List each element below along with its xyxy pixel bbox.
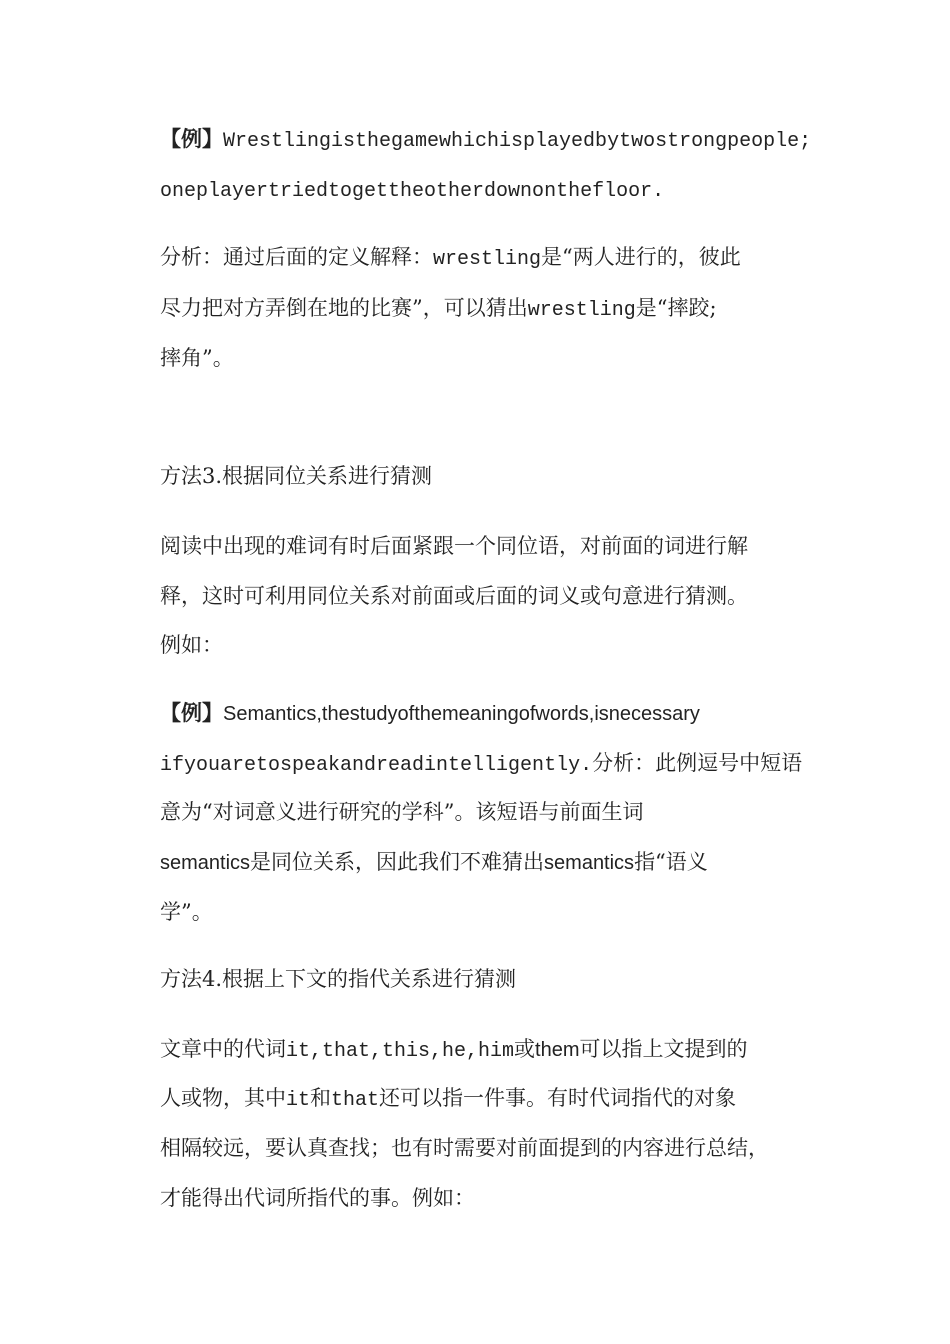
method-3-line-1: 阅读中出现的难词有时后面紧跟一个同位语，对前面的词进行解: [160, 534, 748, 558]
pronoun-it: it: [286, 1089, 311, 1112]
example-1-text-2: oneplayertriedtogettheotherdownonthefloor.: [160, 180, 665, 203]
method-4-heading: 方法4.根据上下文的指代关系进行猜测: [160, 967, 517, 991]
method-4-text: 文章中的代词: [160, 1037, 286, 1061]
example-marker: 【例】: [160, 701, 223, 725]
example-2-text-2: ifyouaretospeakandreadintelligently.: [160, 754, 593, 777]
term-semantics: semantics: [544, 852, 635, 874]
example-2-line-5: 学”。: [160, 900, 213, 924]
analysis-1-text: 是“摔跤;: [635, 296, 717, 320]
method-3-line-2: 释，这时可利用同位关系对前面或后面的词义或句意进行猜测。: [160, 584, 748, 608]
example-1-line-2: [160, 174, 664, 207]
method-4-text: 或: [514, 1037, 536, 1061]
example-2-text-1: Semantics,thestudyofthemeaningofwords,isnecessary: [223, 703, 700, 725]
pronoun-list: it,that,this,he,him: [286, 1040, 515, 1063]
method-3-line-3: 例如：: [160, 633, 223, 657]
method-4-text: 还可以指一件事。有时代词指代的对象: [379, 1086, 737, 1110]
term-semantics: semantics: [160, 852, 251, 874]
analysis-1-line-1: [160, 242, 741, 275]
method-4-line-4: 才能得出代词所指代的事。例如：: [160, 1186, 475, 1210]
analysis-1-text: 尽力把对方弄倒在地的比赛”，可以猜出: [160, 296, 528, 320]
method-4-text: 可以指上文提到的: [579, 1037, 748, 1061]
example-2-line-1: [160, 698, 700, 729]
term-wrestling: wrestling: [433, 248, 542, 271]
example-2-line-3: 意为“对词意义进行研究的学科”。该短语与前面生词: [160, 800, 644, 824]
example-2-line-2: [160, 748, 802, 781]
example-1-text-1: Wrestlingisthegamewhichisplayedbytwostrongpeople;: [223, 130, 812, 153]
method-4-text: 人或物，其中: [160, 1086, 286, 1110]
analysis-1-line-2: [160, 293, 717, 326]
analysis-2-text: 是同位关系，因此我们不难猜出: [250, 850, 545, 874]
pronoun-that: that: [331, 1089, 380, 1112]
method-4-text: 和: [310, 1086, 332, 1110]
term-wrestling: wrestling: [527, 299, 636, 322]
example-2-line-4: [160, 847, 708, 878]
analysis-1-line-3: [160, 343, 234, 373]
analysis-2-text: 指“语义: [634, 850, 708, 874]
analysis-2-text: 分析：此例逗号中短语: [592, 751, 803, 775]
pronoun-them: them: [535, 1039, 580, 1061]
method-3-heading: 方法3.根据同位关系进行猜测: [160, 464, 433, 488]
method-4-line-1: [160, 1034, 748, 1067]
analysis-1-text: 摔角”。: [160, 346, 234, 370]
analysis-1-text: 分析：通过后面的定义解释：: [160, 245, 433, 269]
example-1-line-1: [160, 124, 811, 157]
analysis-1-text: 是“两人进行的，彼此: [541, 245, 741, 269]
method-4-line-3: 相隔较远，要认真查找；也有时需要对前面提到的内容进行总结，: [160, 1136, 769, 1160]
example-marker: 【例】: [160, 127, 223, 151]
method-4-line-2: [160, 1083, 736, 1116]
